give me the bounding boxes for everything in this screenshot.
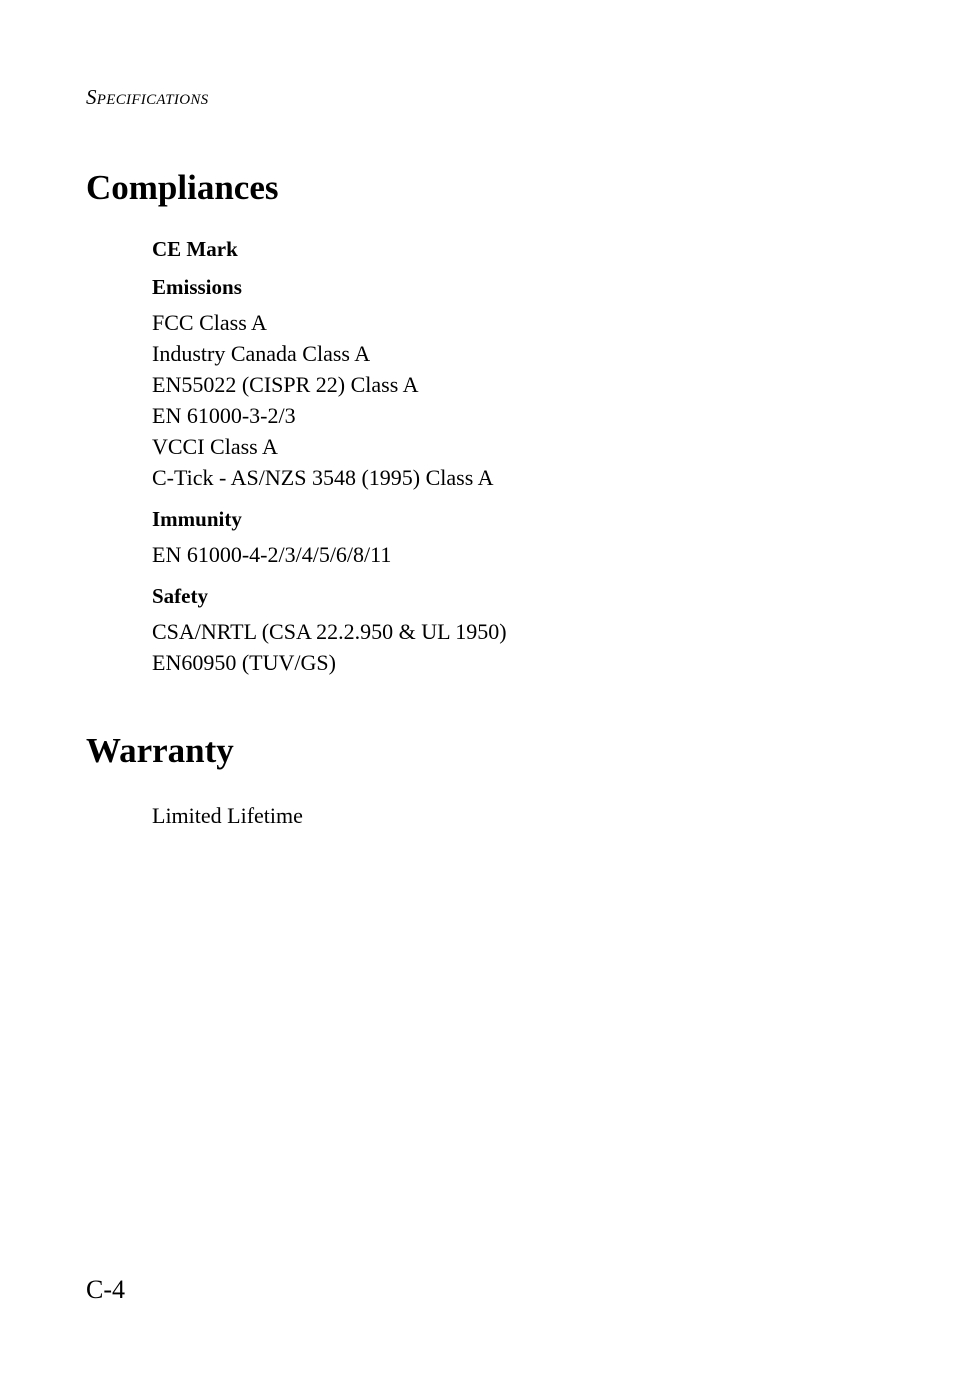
warranty-value: Limited Lifetime: [152, 803, 303, 828]
warranty-title: Warranty: [86, 731, 234, 770]
running-header: Specifications: [86, 85, 209, 109]
emissions-item: VCCI Class A: [152, 434, 278, 459]
emissions-subsection: [152, 275, 852, 493]
emissions-item: EN55022 (CISPR 22) Class A: [152, 372, 419, 397]
emissions-item: FCC Class A: [152, 310, 267, 335]
page-number: C-4: [86, 1275, 125, 1304]
emissions-item: C-Tick - AS/NZS 3548 (1995) Class A: [152, 465, 494, 490]
emissions-item: EN 61000-3-2/3: [152, 403, 296, 428]
safety-item: EN60950 (TUV/GS): [152, 650, 336, 675]
safety-subsection: [152, 584, 852, 678]
ce-mark-subsection: [152, 237, 852, 261]
immunity-heading: Immunity: [152, 507, 242, 531]
compliances-title: Compliances: [86, 168, 279, 207]
immunity-item: EN 61000-4-2/3/4/5/6/8/11: [152, 542, 392, 567]
safety-item: CSA/NRTL (CSA 22.2.950 & UL 1950): [152, 619, 507, 644]
ce-mark-heading: CE Mark: [152, 237, 238, 261]
compliances-section: [152, 237, 852, 692]
emissions-item: Industry Canada Class A: [152, 341, 371, 366]
immunity-subsection: [152, 507, 852, 570]
safety-heading: Safety: [152, 584, 208, 608]
emissions-heading: Emissions: [152, 275, 242, 299]
